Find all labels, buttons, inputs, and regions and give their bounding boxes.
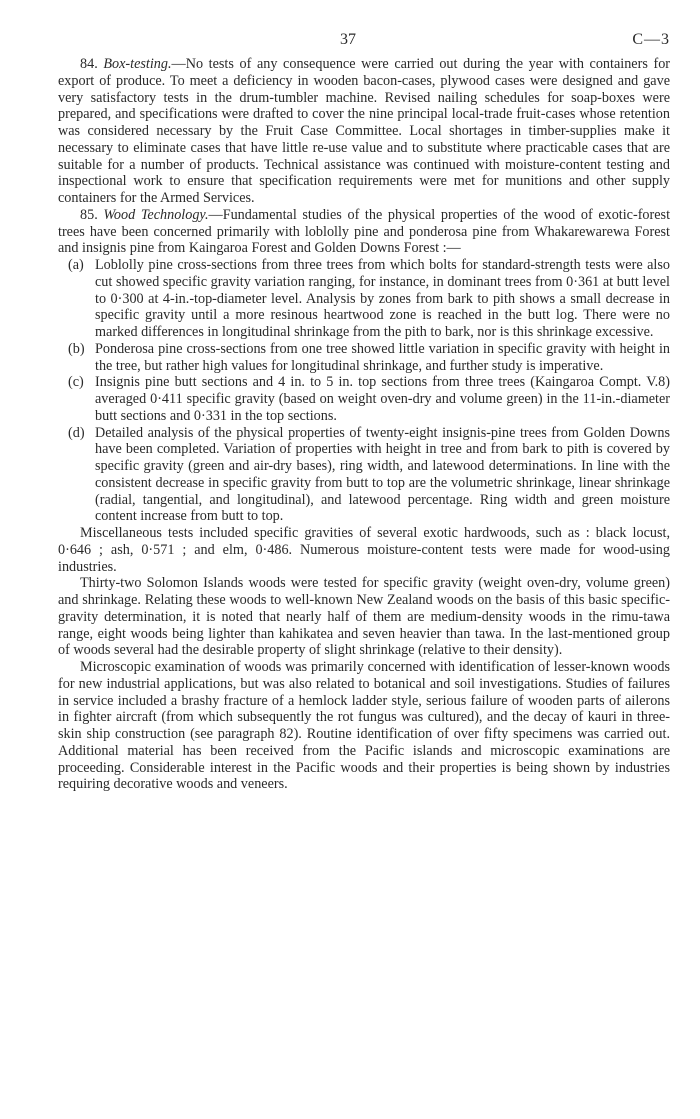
list-item-label: (c) [68, 374, 84, 391]
paragraph-miscellaneous: Miscellaneous tests included specific gravities of several exotic hardwoods, such as : black locust, 0·646 ; ash, 0·571 ; and elm, 0·486. Numerous moisture-content tests were made for wood-using industries. [58, 525, 670, 575]
list-item-label: (a) [68, 257, 84, 273]
paragraph-title: Box-testing. [103, 56, 172, 72]
paragraph-number: 84. [80, 56, 98, 72]
paragraph-solomon-islands: Thirty-two Solomon Islands woods were tested for specific gravity (weight oven-dry, volume green) and shrinkage. Relating these woods to well-known New Zealand woods on the basis of this basic specific-gravity determination, it is noted that nearly half of them are medium-density woods in the rimu-tawa range, eight woods being lighter than kahikatea and seven heavier than tawa. In the last-mentioned group of woods several had the desirable property of slight shrinkage (relative to their density). [58, 575, 670, 659]
paragraph-microscopic: Microscopic examination of woods was primarily concerned with identification of lesser-known woods for new industrial applications, but was also related to botanical and soil investigations. Studies of failures in service included a brashy fracture of a hemlock ladder style, serious failure of wooden parts of ailerons in fighter aircraft (from which subsequently the rot fungus was cultured), and the decay of kauri in three-skin ship construction (see paragraph 82). Routine identification of over fifty specimens was carried out. Additional material has been received from the Pacific islands and microscopic examinations are proceeding. Considerable interest in the Pacific woods and their properties is being shown by industries requiring decorative woods and veneers. [58, 659, 670, 793]
paragraph-number: 85. [80, 206, 98, 223]
document-page [58, 32, 670, 793]
list-item-text: Insignis pine butt sections and 4 in. to 5 in. top sections from three trees (Kaingaroa Compt. V.8) averaged 0·411 specific gravity (based on weight oven-dry and volume green) in the 11-in.-diameter butt sections and 0·331 in the top sections. [95, 374, 670, 424]
list-item-label: (b) [68, 340, 85, 357]
list-item-d [68, 424, 670, 526]
list-item-label: (d) [68, 424, 85, 441]
list-item-text: Ponderosa pine cross-sections from one tree showed little variation in specific gravity with height in the tree, but rather high values for longitudinal shrinkage, and further study is imperative. [95, 340, 670, 374]
paragraph-title: Wood Technology. [103, 206, 209, 223]
page-number: 37 [340, 31, 356, 48]
page-reference: C—3 [632, 31, 670, 48]
paragraph-text: —No tests of any consequence were carried out during the year with containers for export of produce. To meet a deficiency in wooden bacon-cases, plywood cases were designed and gave very satisfactory tests in the drum-tumbler machine. Revised nailing schedules for soap-boxes were prepared, and specifications were drafted to cover the nine principal local-trade fruit-cases whose retention was considered necessary by the Fruit Case Committee. Local shortages in timber-supplies make it necessary to eliminate cases that have little re-use value and to substitute where practicable cases that are suitable for a number of products. Technical assistance was continued with moisture-content testing and inspectional work to ensure that specification requirements were met for munitions and other supply containers for the Armed Services. [58, 56, 671, 206]
list-item-text: Loblolly pine cross-sections from three trees from which bolts for standard-strength tests were also cut showed specific gravity variation ranging, for instance, in dominant trees from 0·361 at butt level to 0·300 at 4-in.-top-diameter level. Analysis by zones from bark to pith shows a small decrease in specific gravity until a more resinous heartwood zone is reached in the butt log. There were no marked differences in longitudinal shrinkage from the pith to bark, nor is this shrinkage excessive. [95, 257, 670, 340]
list-item-c [68, 374, 670, 424]
list-item-text: Detailed analysis of the physical properties of twenty-eight insignis-pine trees from Golden Downs have been completed. Variation of properties with height in tree and from bark to pith is covered by specific gravity (green and air-dry bases), ring width, and latewood determinations. In line with the consistent decrease in specific gravity from butt to top are the volumetric shrinkage, linear shrinkage (radial, tangential, and longitudinal), and latewood percentage. Ring width and green moisture content increase from butt to top. [95, 424, 670, 525]
paragraph-text: —Fundamental studies of the physical properties of the wood of exotic-forest trees have been concerned primarily with loblolly pine and ponderosa pine from Whakarewarewa Forest and insignis pine from Kaingaroa Forest and Golden Downs Forest :— [58, 206, 671, 257]
paragraph-wood-technology [58, 207, 670, 257]
list-item-a [68, 257, 670, 341]
paragraph-box-testing [58, 56, 670, 207]
list-item-b [68, 340, 670, 375]
page-header [58, 32, 670, 56]
